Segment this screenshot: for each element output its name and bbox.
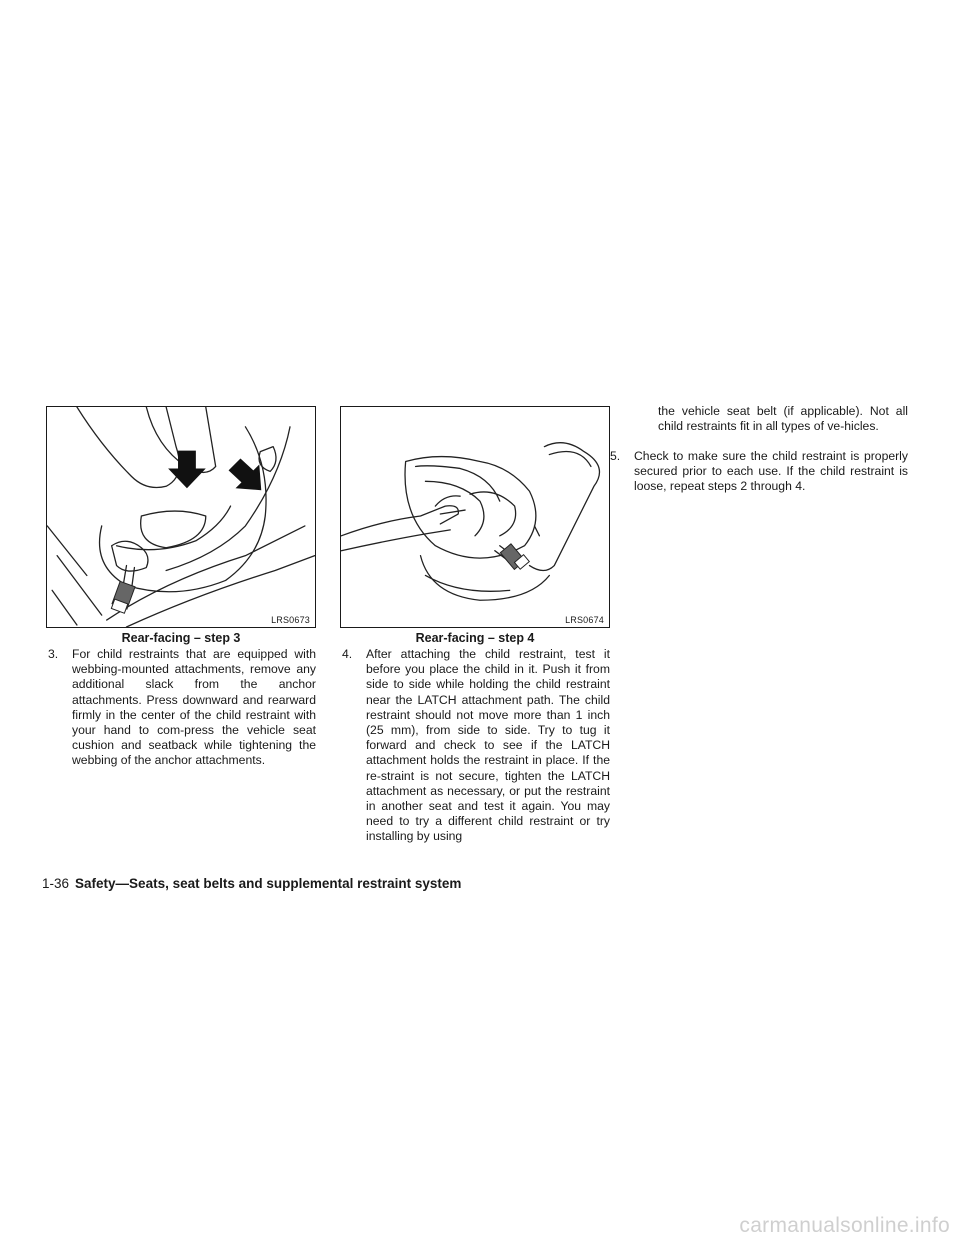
step-number: 4. [342,647,353,661]
step-4-continued [634,404,908,434]
step-4 [342,647,610,845]
figure-rear-facing-step-4 [340,406,610,628]
step-3 [48,647,316,769]
figure-code: LRS0673 [271,615,310,625]
section-title: Safety—Seats, seat belts and supplemental restraint system [75,876,462,891]
step-text: the vehicle seat belt (if applicable). Not all child restraints fit in all types of ve-hicles. [658,404,908,434]
step-text: For child restraints that are equipped with webbing-mounted attachments, remove any additional slack from the anchor attachments. Press downward and rearward firmly in the center of the child restraint with your hand to com-press the vehicle seat cushion and seatback while tightening the webbing of the anchor attachments. [72,647,316,768]
illustration-test-child-restraint [341,407,609,627]
step-text: Check to make sure the child restraint is properly secured prior to each use. If the child restraint is loose, repeat steps 2 through 4. [634,449,908,494]
page-footer [42,876,461,891]
step-text: After attaching the child restraint, test it before you place the child in it. Push it from side to side while holding the child restraint near the LATCH attachment path. The child restraint should not move more than 1 inch (25 mm), from side to side. Try to tug it forward and check to see if the LATCH attachment holds the restraint in place. If the re-straint is not secure, tighten the LATCH attachment as necessary, or put the restraint in another seat and test it again. You may need to try a different child restraint or try installing by using [366,647,610,844]
figure-rear-facing-step-3 [46,406,316,628]
figure-caption: Rear-facing – step 3 [121,631,241,645]
figure-code: LRS0674 [565,615,604,625]
step-number: 5. [610,449,621,463]
step-5 [610,449,908,495]
step-number: 3. [48,647,59,661]
figure-caption: Rear-facing – step 4 [415,631,535,645]
page-number: 1-36 [42,876,70,891]
watermark: carmanualsonline.info [739,1214,950,1237]
illustration-press-child-restraint [47,407,315,627]
